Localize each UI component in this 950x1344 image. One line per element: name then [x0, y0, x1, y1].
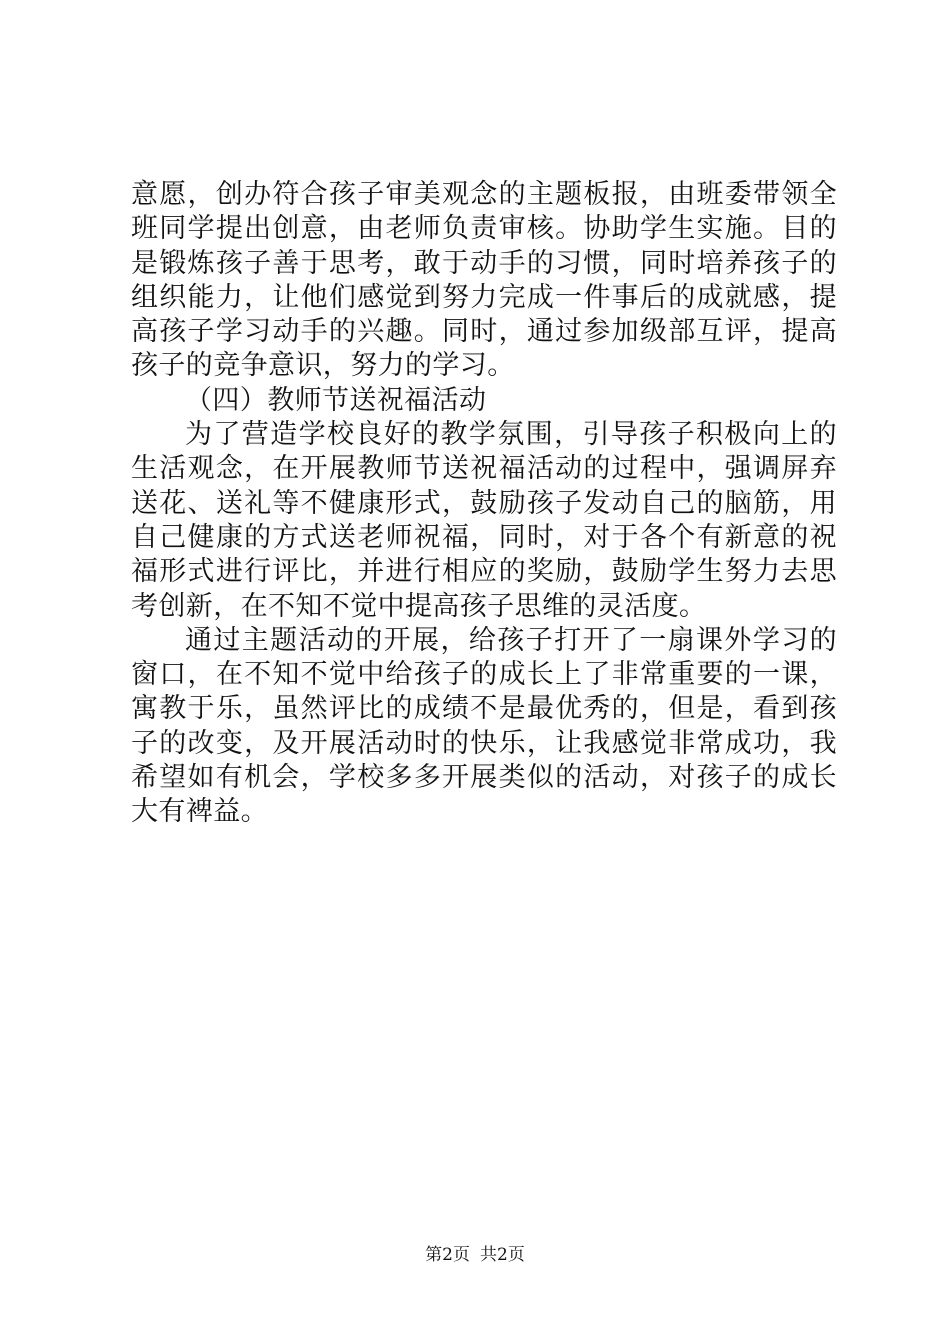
document-body	[131, 178, 837, 830]
page-number: 第2页	[425, 1245, 470, 1265]
paragraph-continuation: 意愿，创办符合孩子审美观念的主题板报，由班委带领全班同学提出创意，由老师负责审核。协助学生实施。目的是锻炼孩子善于思考，敢于动手的习惯，同时培养孩子的组织能力，让他们感觉到努力完成一件事后的成就感，提高孩子学习动手的兴趣。同时，通过参加级部互评，提高孩子的竞争意识，努力的学习。	[131, 179, 837, 382]
page-footer	[0, 1245, 950, 1265]
page-total: 共2页	[480, 1245, 525, 1265]
paragraph: 为了营造学校良好的教学氛围，引导孩子积极向上的生活观念，在开展教师节送祝福活动的过程中，强调屏弃送花、送礼等不健康形式，鼓励孩子发动自己的脑筋，用自己健康的方式送老师祝福，同时，对于各个有新意的祝福形式进行评比，并进行相应的奖励，鼓励学生努力去思考创新，在不知不觉中提高孩子思维的灵活度。	[131, 419, 837, 622]
section-heading: （四）教师节送祝福活动	[185, 384, 487, 416]
paragraph: 通过主题活动的开展，给孩子打开了一扇课外学习的窗口，在不知不觉中给孩子的成长上了非常重要的一课，寓教于乐，虽然评比的成绩不是最优秀的，但是，看到孩子的改变，及开展活动时的快乐，让我感觉非常成功，我希望如有机会，学校多多开展类似的活动，对孩子的成长大有裨益。	[131, 624, 837, 828]
